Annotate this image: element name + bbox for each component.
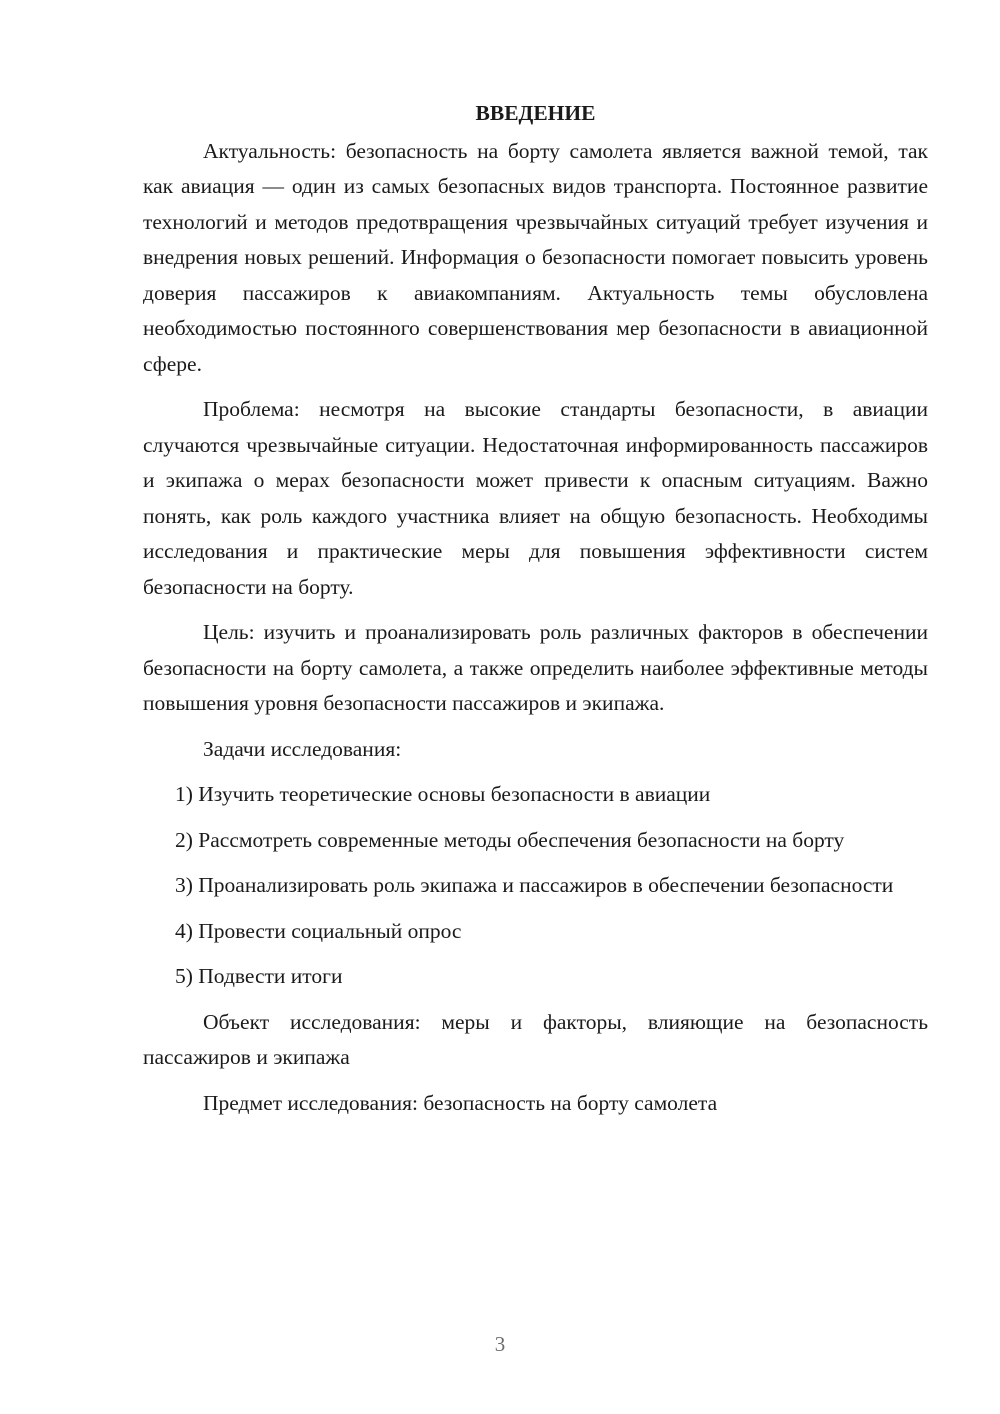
list-item: 1) Изучить теоретические основы безопасности в авиации <box>175 782 711 806</box>
tasks-heading: Задачи исследования: <box>203 736 402 761</box>
list-item: 3) Проанализировать роль экипажа и пассажиров в обеспечении безопасности <box>175 873 894 897</box>
list-item: 4) Провести социальный опрос <box>175 918 462 943</box>
list-item: 5) Подвести итоги <box>175 964 343 988</box>
page-body <box>143 96 928 1131</box>
goal-paragraph: Цель: изучить и проанализировать роль различных факторов в обеспечении безопасности на борту самолета, а также определить наиболее эффективные методы повышения уровня безопасности пассажиров и экипажа. <box>143 620 928 715</box>
research-object-paragraph: Объект исследования: меры и факторы, влияющие на безопасность пассажиров и экипажа <box>143 1009 928 1069</box>
list-item: 2) Рассмотреть современные методы обеспечения безопасности на борту <box>175 827 845 852</box>
page-title: ВВЕДЕНИЕ <box>475 101 596 125</box>
page-number: 3 <box>494 1332 506 1356</box>
research-subject-paragraph: Предмет исследования: безопасность на борту самолета <box>203 1090 718 1115</box>
problem-paragraph: Проблема: несмотря на высокие стандарты безопасности, в авиации случаются чрезвычайные ситуации. Недостаточная информированность пассажиров и экипажа о мерах безопасности может привести к опасным ситуациям. Важно понять, как роль каждого участника влияет на общую безопасность. Необходимы исследования и практические меры для повышения эффективности систем безопасности на борту. <box>143 397 928 599</box>
relevance-paragraph: Актуальность: безопасность на борту самолета является важной темой, так как авиация — один из самых безопасных видов транспорта. Постоянное развитие технологий и методов предотвращения чрезвычайных ситуаций требует изучения и внедрения новых решений. Информация о безопасности помогает повысить уровень доверия пассажиров к авиакомпаниям. Актуальность темы обусловлена необходимостью постоянного совершенствования мер безопасности в авиационной сфере. <box>143 138 928 376</box>
tasks-list <box>143 777 928 995</box>
